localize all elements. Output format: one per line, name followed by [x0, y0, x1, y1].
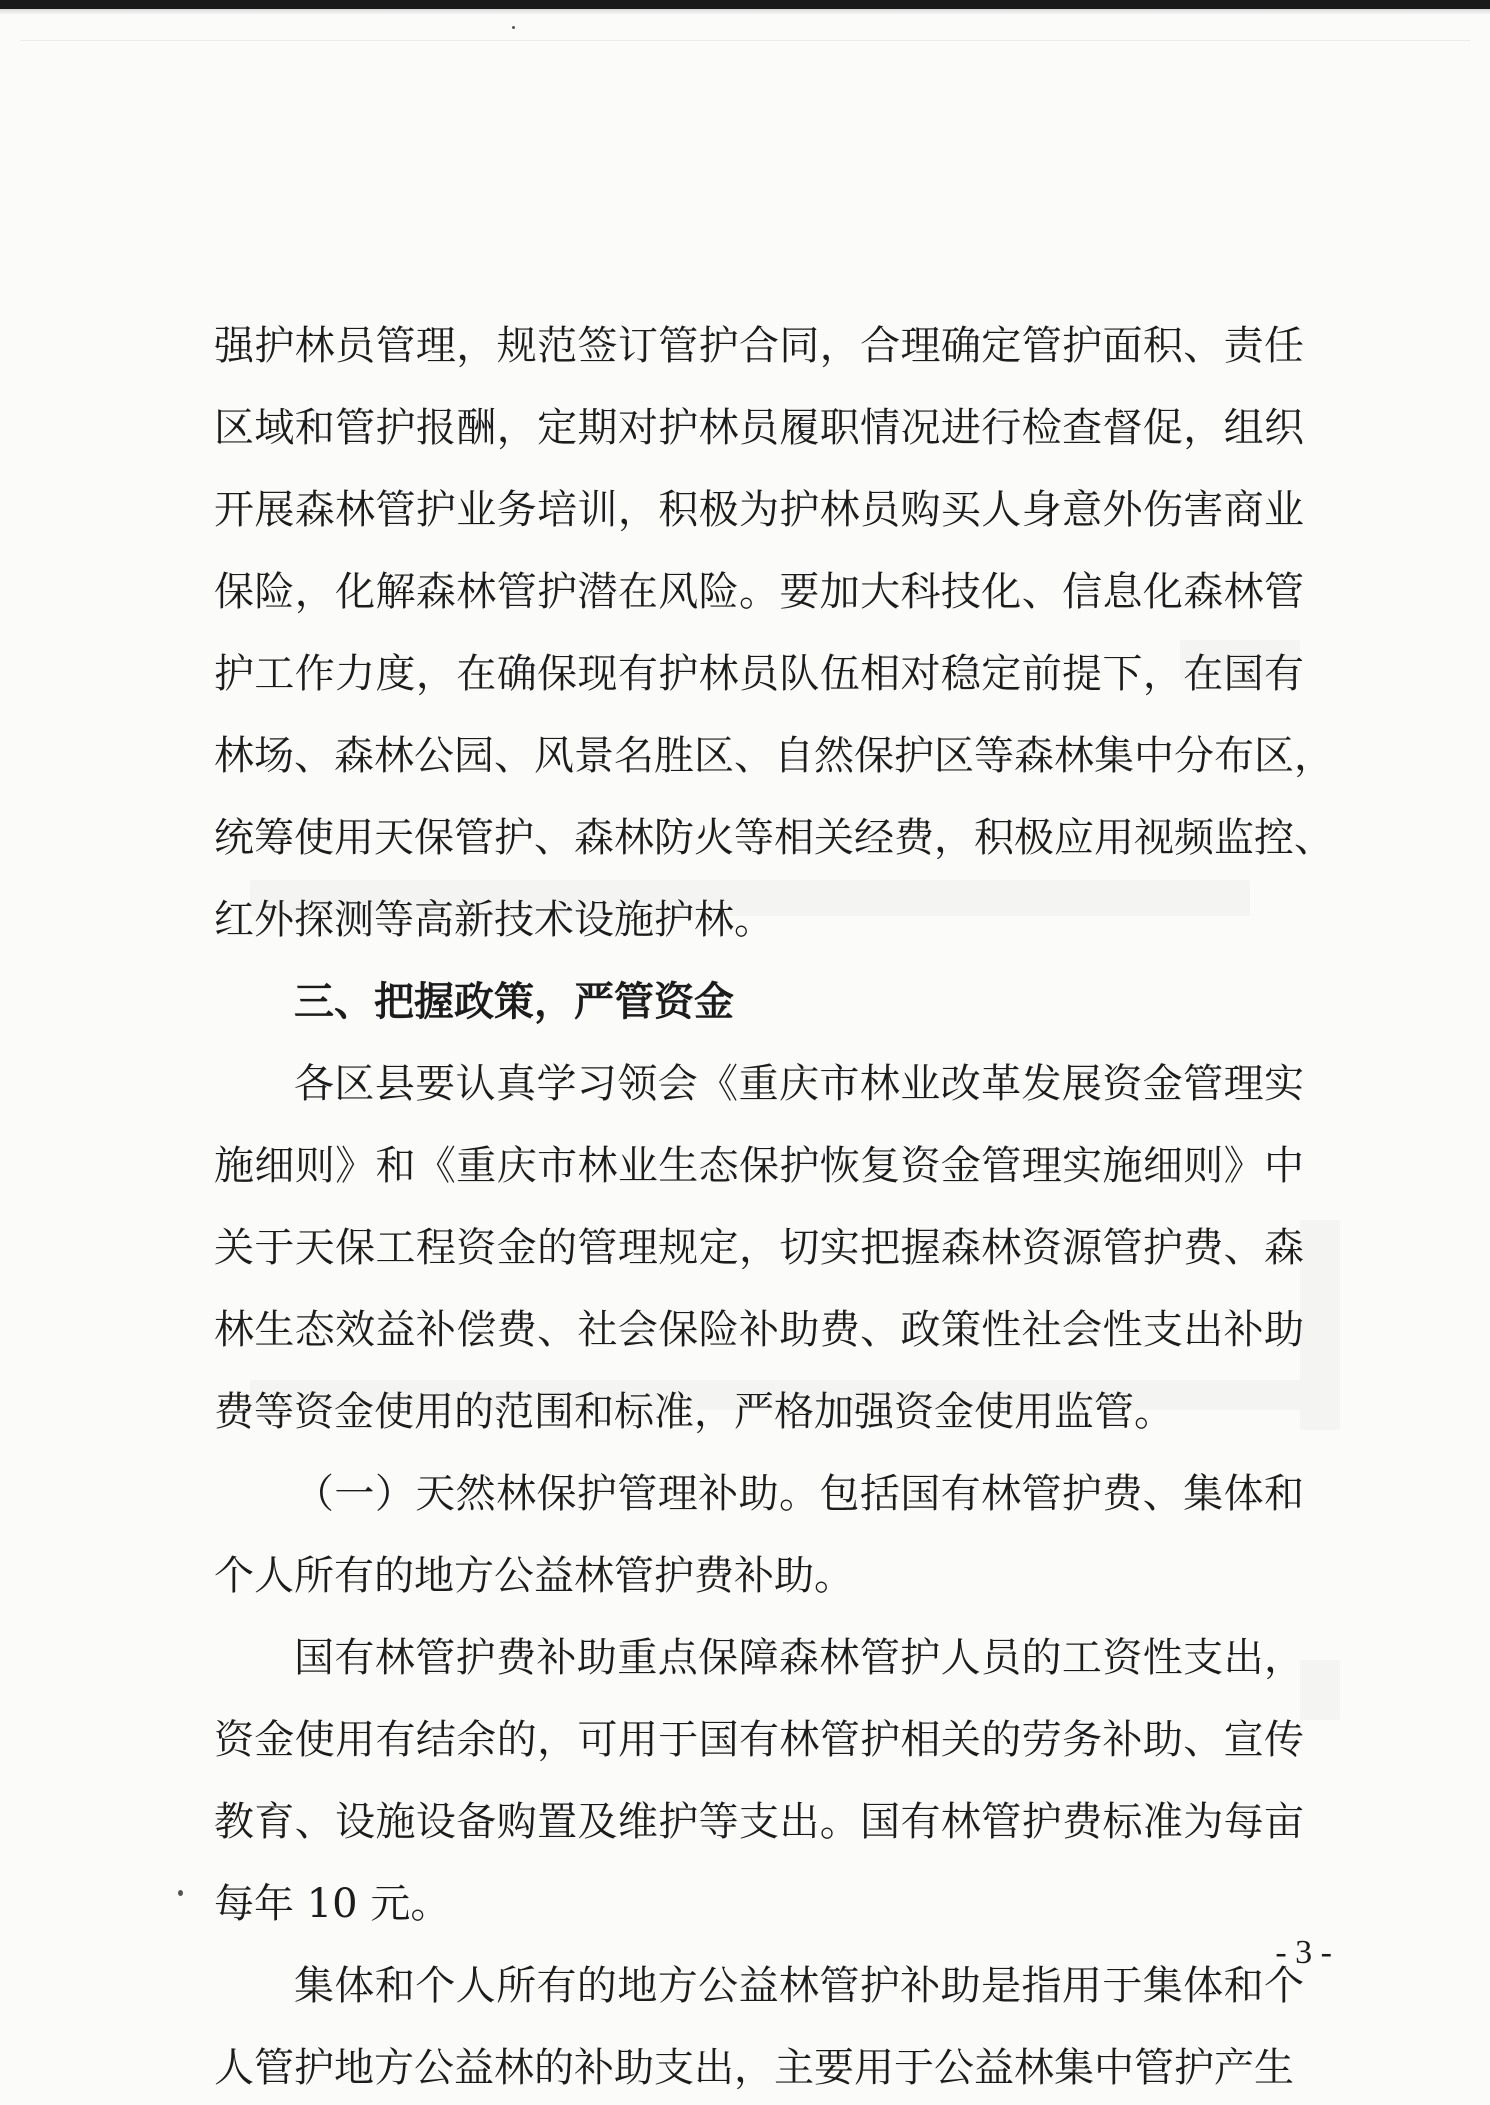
scan-bleed-line	[20, 40, 1470, 41]
text-line: 区域和管护报酬，定期对护林员履职情况进行检查督促，组织	[214, 405, 1304, 451]
text-line: 统筹使用天保管护、森林防火等相关经费，积极应用视频监控、	[214, 815, 1334, 861]
show-through-mark	[1300, 1220, 1340, 1430]
text-line: （一）天然林保护管理补助。包括国有林管护费、集体和	[294, 1471, 1304, 1517]
text-line: 个人所有的地方公益林管护费补助。	[214, 1553, 854, 1599]
text-line: 施细则》和《重庆市林业生态保护恢复资金管理实施细则》中	[214, 1143, 1304, 1189]
paragraph	[214, 1043, 1304, 1453]
text-line: 林生态效益补偿费、社会保险补助费、政策性社会性支出补助	[214, 1307, 1304, 1353]
text-line: 资金使用有结余的，可用于国有林管护相关的劳务补助、宣传	[214, 1717, 1304, 1763]
paragraph	[214, 1945, 1304, 2105]
text-line: 费等资金使用的范围和标准，严格加强资金使用监管。	[214, 1389, 1174, 1435]
text-line: 红外探测等高新技术设施护林。	[214, 897, 774, 943]
heading-line: 三、把握政策，严管资金	[294, 979, 734, 1025]
paragraph	[214, 1617, 1304, 1945]
text-line: 每年 10 元。	[214, 1881, 451, 1927]
text-line: 保险，化解森林管护潜在风险。要加大科技化、信息化森林管	[214, 569, 1304, 615]
section-heading	[214, 961, 1304, 1043]
text-line: 关于天保工程资金的管理规定，切实把握森林资源管护费、森	[214, 1225, 1304, 1271]
scan-top-edge	[0, 0, 1490, 9]
scan-speck	[512, 26, 515, 29]
text-line: 护工作力度，在确保现有护林员队伍相对稳定前提下，在国有	[214, 651, 1304, 697]
text-line: 开展森林管护业务培训，积极为护林员购买人身意外伤害商业	[214, 487, 1304, 533]
page-number: - 3 -	[1275, 1934, 1332, 1971]
scan-top-shadow	[0, 9, 1490, 15]
text-line: 教育、设施设备购置及维护等支出。国有林管护费标准为每亩	[214, 1799, 1304, 1845]
paragraph	[214, 305, 1334, 961]
text-line: 强护林员管理，规范签订管护合同，合理确定管护面积、责任	[214, 323, 1304, 369]
text-line: 国有林管护费补助重点保障森林管护人员的工资性支出，	[294, 1635, 1304, 1681]
text-line: 集体和个人所有的地方公益林管护补助是指用于集体和个	[294, 1963, 1304, 2009]
paragraph	[214, 1453, 1304, 1617]
document-body	[214, 305, 1334, 2105]
text-line: 人管护地方公益林的补助支出，主要用于公益林集中管护产生	[214, 2045, 1294, 2091]
scan-speck	[178, 1890, 183, 1896]
text-line: 林场、森林公园、风景名胜区、自然保护区等森林集中分布区，	[214, 733, 1334, 779]
show-through-mark	[1300, 1660, 1340, 1720]
text-line: 各区县要认真学习领会《重庆市林业改革发展资金管理实	[294, 1061, 1304, 1107]
